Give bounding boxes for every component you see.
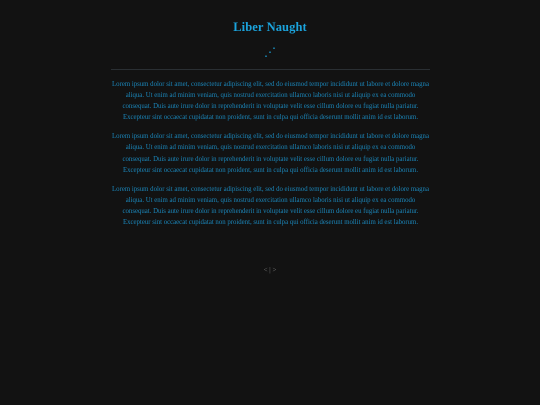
prev-page-link[interactable]: < xyxy=(263,266,268,274)
paragraph-1: Lorem ipsum dolor sit amet, consectetur adipiscing elit, sed do eiusmod tempor incididunt ut labore et dolore magna aliqua. Ut enim ad minim veniam, quis nostrud exercitation ullamco laboris nisi ut aliquip ex ea commodo consequat. Duis aute irure dolor in reprehenderit in voluptate velit esse cillum dolore eu fugiat nulla pariatur. Excepteur sint occaecat cupidatat non proident, sunt in culpa qui officia deserunt mollit anim id est laborum. xyxy=(112,81,429,122)
pagination xyxy=(0,266,540,274)
paragraph-2: Lorem ipsum dolor sit amet, consectetur adipiscing elit, sed do eiusmod tempor incididunt ut labore et dolore magna aliqua. Ut enim ad minim veniam, quis nostrud exercitation ullamco laboris nisi ut aliquip ex ea commodo consequat. Duis aute irure dolor in reprehenderit in voluptate velit esse cillum dolore eu fugiat nulla pariatur. Excepteur sint occaecat cupidatat non proident, sunt in culpa qui officia deserunt mollit anim id est laborum. xyxy=(112,133,429,174)
pager-separator: | xyxy=(269,266,271,274)
divider xyxy=(111,69,430,70)
post-content xyxy=(111,79,430,236)
paragraph-3: Lorem ipsum dolor sit amet, consectetur adipiscing elit, sed do eiusmod tempor incididunt ut labore et dolore magna aliqua. Ut enim ad minim veniam, quis nostrud exercitation ullamco laboris nisi ut aliquip ex ea commodo consequat. Duis aute irure dolor in reprehenderit in voluptate velit esse cillum dolore eu fugiat nulla pariatur. Excepteur sint occaecat cupidatat non proident, sunt in culpa qui officia deserunt mollit anim id est laborum. xyxy=(112,185,429,227)
next-page-link[interactable]: > xyxy=(272,266,277,274)
ornament-icon: ⋰ xyxy=(264,45,276,59)
site-title-link[interactable]: Liber Naught xyxy=(233,20,307,34)
